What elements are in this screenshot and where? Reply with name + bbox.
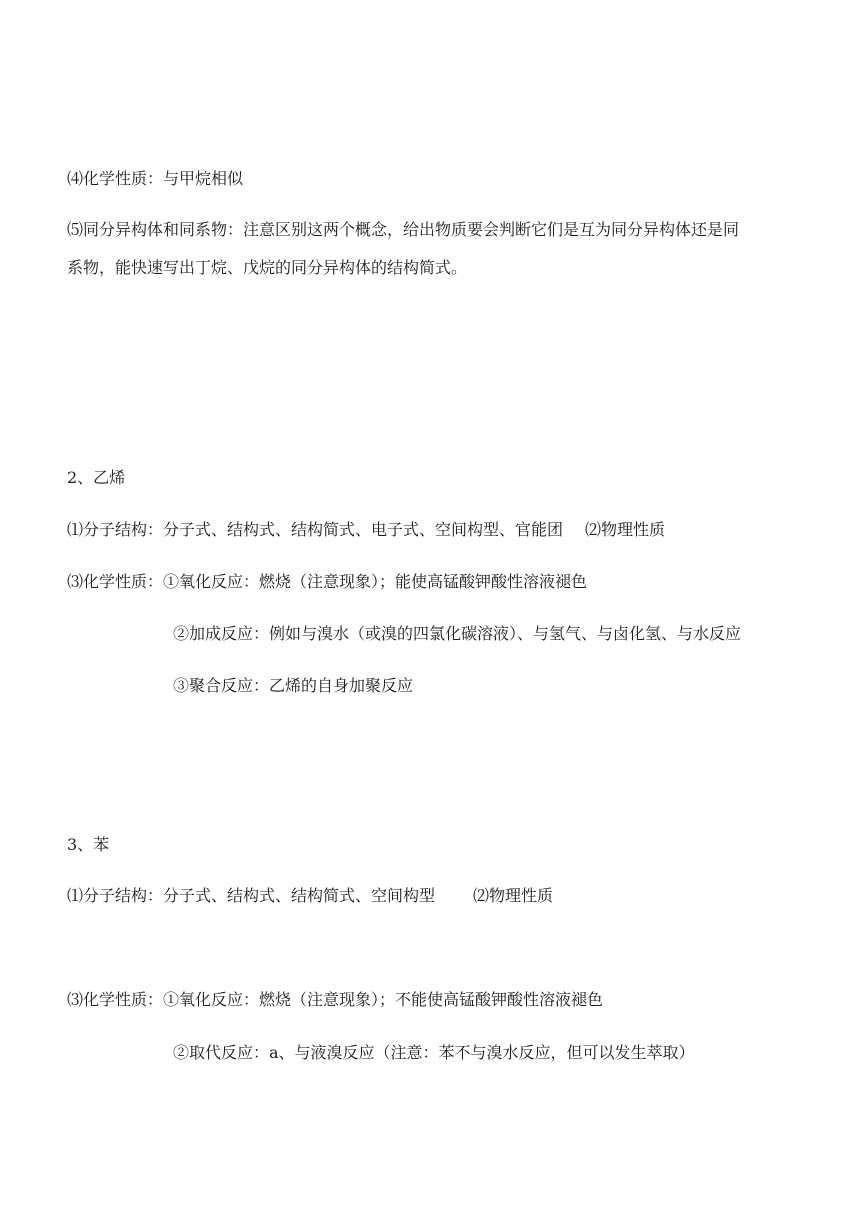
ethylene-addition: ②加成反应：例如与溴水（或溴的四氯化碳溶液）、与氢气、与卤化氢、与水反应 bbox=[173, 624, 742, 643]
benzene-physical-property: ⑵物理性质 bbox=[473, 886, 554, 905]
ethylene-heading: 2、乙烯 bbox=[67, 468, 126, 487]
alkane-chemical-property: ⑷化学性质：与甲烷相似 bbox=[67, 169, 244, 188]
ethylene-structure-line bbox=[67, 519, 665, 541]
ethylene-oxidation: ⑶化学性质：①氧化反应：燃烧（注意现象）；能使高锰酸钾酸性溶液褪色 bbox=[67, 572, 588, 591]
isomer-homolog-line-1: ⑸同分异构体和同系物：注意区别这两个概念，给出物质要会判断它们是互为同分异构体还是同 bbox=[67, 220, 740, 239]
ethylene-polymerization: ③聚合反应：乙烯的自身加聚反应 bbox=[173, 676, 414, 695]
benzene-molecular-structure: ⑴分子结构：分子式、结构式、结构简式、空间构型 bbox=[67, 886, 436, 905]
benzene-substitution: ②取代反应：a、与液溴反应（注意：苯不与溴水反应，但可以发生萃取） bbox=[173, 1043, 695, 1062]
isomer-homolog-line-2: 系物，能快速写出丁烷、戊烷的同分异构体的结构简式。 bbox=[67, 258, 468, 277]
ethylene-physical-property: ⑵物理性质 bbox=[585, 520, 666, 539]
benzene-oxidation: ⑶化学性质：①氧化反应：燃烧（注意现象）；不能使高锰酸钾酸性溶液褪色 bbox=[67, 990, 604, 1009]
benzene-heading: 3、苯 bbox=[67, 835, 110, 854]
benzene-structure-line bbox=[67, 885, 553, 907]
ethylene-molecular-structure: ⑴分子结构：分子式、结构式、结构简式、电子式、空间构型、官能团 bbox=[67, 520, 564, 539]
